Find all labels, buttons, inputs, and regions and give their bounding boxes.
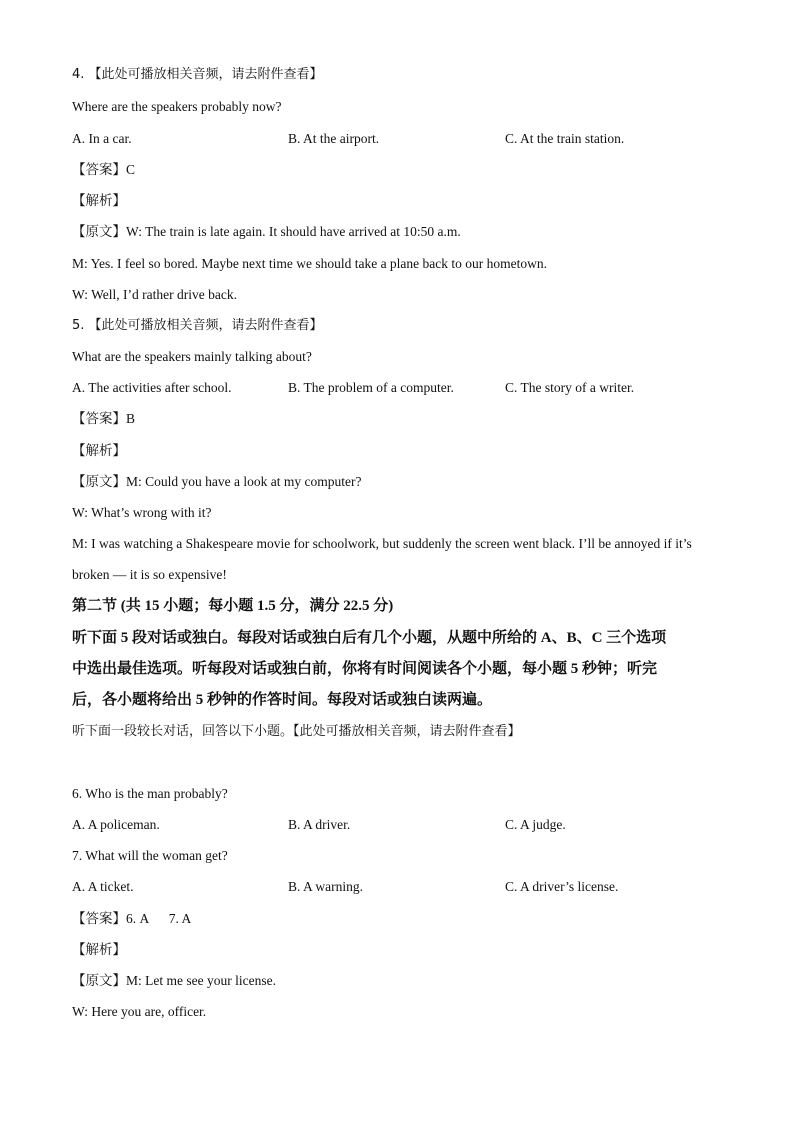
- q5-transcript-line: M: I was watching a Shakespeare movie for schoolwork, but suddenly the screen went black. I’ll be annoyed if it’s: [72, 536, 692, 551]
- q5-option-b: B. The problem of a computer.: [288, 380, 454, 395]
- q6-option-c: C. A judge.: [505, 817, 566, 832]
- q5-transcript-line: 【原文】M: Could you have a look at my computer?: [72, 474, 362, 489]
- q67-transcript-line: 【原文】M: Let me see your license.: [72, 973, 276, 988]
- section-title: 第二节 (共 15 小题；每小题 1.5 分，满分 22.5 分): [72, 598, 394, 614]
- q4-option-b: B. At the airport.: [288, 131, 380, 146]
- q6-option-a: A. A policeman.: [72, 817, 160, 832]
- q4-transcript-line: W: Well, I’d rather drive back.: [72, 287, 237, 302]
- q6-option-b: B. A driver.: [288, 817, 351, 832]
- q4-transcript-line: 【原文】W: The train is late again. It should have arrived at 10:50 a.m.: [72, 224, 461, 239]
- q5-transcript-line: broken — it is so expensive!: [72, 567, 227, 582]
- q6-question: 6. Who is the man probably?: [72, 786, 228, 801]
- q5-transcript-line: W: What’s wrong with it?: [72, 505, 212, 520]
- q4-question: Where are the speakers probably now?: [72, 99, 282, 114]
- section-instructions-line: 后，各小题将给出 5 秒钟的作答时间。每段对话或独白读两遍。: [72, 692, 493, 708]
- q4-option-a: A. In a car.: [72, 131, 132, 146]
- q5-option-a: A. The activities after school.: [72, 380, 232, 395]
- q67-analysis: 【解析】: [72, 942, 126, 957]
- q67-transcript-line: W: Here you are, officer.: [72, 1004, 207, 1019]
- q4-header: 4. 【此处可播放相关音频，请去附件查看】: [72, 67, 323, 82]
- q67-answer: 【答案】6. A 7. A: [72, 911, 192, 926]
- q5-answer: 【答案】B: [72, 411, 136, 426]
- q4-analysis: 【解析】: [72, 193, 126, 208]
- q5-header: 5. 【此处可播放相关音频，请去附件查看】: [72, 318, 323, 333]
- q5-question: What are the speakers mainly talking about?: [72, 349, 312, 364]
- section-intro: 听下面一段较长对话，回答以下小题。【此处可播放相关音频，请去附件查看】: [72, 724, 521, 739]
- section-instructions-line: 听下面 5 段对话或独白。每段对话或独白后有几个小题，从题中所给的 A、B、C 三个选项: [72, 630, 667, 646]
- q4-option-c: C. At the train station.: [505, 131, 625, 146]
- q5-analysis: 【解析】: [72, 443, 126, 458]
- q7-question: 7. What will the woman get?: [72, 848, 228, 863]
- q7-option-b: B. A warning.: [288, 879, 364, 894]
- section-instructions-line: 中选出最佳选项。听每段对话或独白前，你将有时间阅读各个小题，每小题 5 秒钟；听完: [72, 661, 658, 677]
- q7-option-c: C. A driver’s license.: [505, 879, 619, 894]
- q7-option-a: A. A ticket.: [72, 879, 134, 894]
- q5-option-c: C. The story of a writer.: [505, 380, 635, 395]
- q4-answer: 【答案】C: [72, 162, 136, 177]
- q4-transcript-line: M: Yes. I feel so bored. Maybe next time we should take a plane back to our hometown.: [72, 256, 548, 271]
